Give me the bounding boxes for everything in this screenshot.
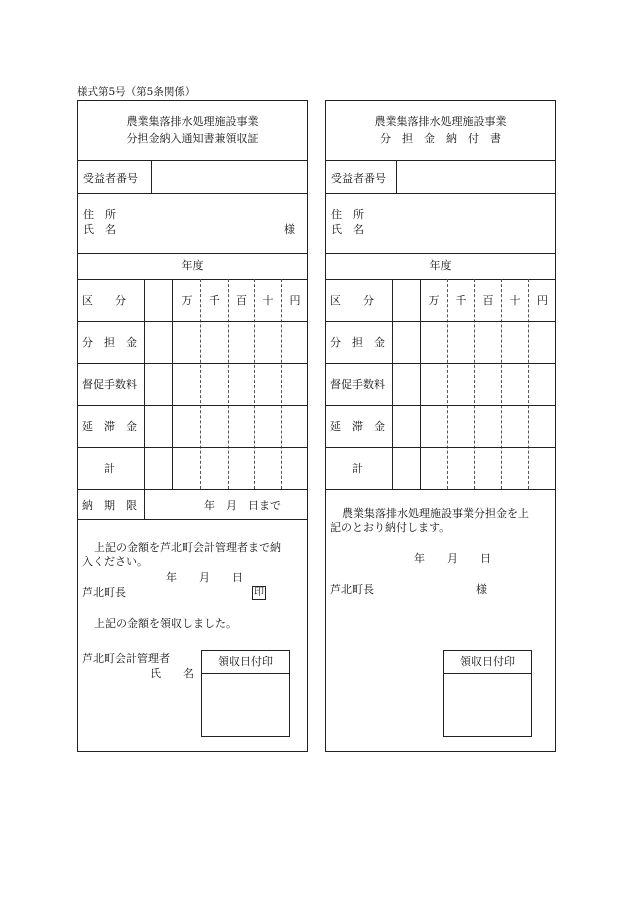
receipt-date-stamp-box — [201, 650, 290, 737]
payment-slip-form — [325, 100, 556, 752]
category-label: 区 分 — [330, 294, 374, 307]
form-title-line2: 分担金納入通知書兼領収証 — [126, 132, 259, 145]
unit-man: 万 — [428, 294, 440, 307]
recipient-number-label: 受益者番号 — [83, 172, 138, 185]
unit-juu: 十 — [509, 294, 521, 307]
unit-hyaku: 百 — [482, 294, 494, 307]
payment-date-line: 年 月 日 — [414, 552, 491, 565]
name-label: 氏 名 — [83, 223, 116, 236]
receipt-date-stamp-box — [443, 650, 532, 737]
address-label: 住 所 — [331, 208, 364, 221]
unit-hyaku: 百 — [236, 294, 247, 307]
notice-text-line2: 入ください。 — [82, 555, 148, 568]
recipient-number-field[interactable] — [152, 161, 308, 192]
received-text: 上記の金額を領収しました。 — [94, 617, 237, 630]
row-label-total: 計 — [352, 462, 363, 475]
notice-date-line: 年 月 日 — [166, 571, 243, 584]
form-title-line2: 分 担 金 納 付 書 — [380, 132, 501, 145]
recipient-number-label: 受益者番号 — [331, 172, 386, 185]
row-label-reminder-fee: 督促手数料 — [330, 378, 385, 391]
row-label-reminder-fee: 督促手数料 — [82, 378, 137, 391]
unit-juu: 十 — [262, 294, 274, 307]
category-label: 区 分 — [82, 294, 126, 307]
row-label-total: 計 — [104, 462, 115, 475]
row-label-charge: 分 担 金 — [330, 336, 385, 349]
form-reference: 様式第5号（第5条関係） — [77, 86, 196, 98]
row-label-late-fee: 延 滞 金 — [330, 420, 385, 433]
mayor-label: 芦北町長 — [330, 583, 374, 596]
recipient-number-field[interactable] — [397, 161, 556, 192]
honorific: 様 — [476, 583, 487, 596]
address-label: 住 所 — [83, 208, 116, 221]
unit-sen: 千 — [209, 294, 220, 307]
seal-mark: 印 — [254, 587, 264, 598]
row-label-charge: 分 担 金 — [82, 336, 137, 349]
honorific: 様 — [284, 223, 295, 236]
treasurer-label: 芦北町会計管理者 — [82, 652, 170, 665]
payment-text-line2: 記のとおり納付します。 — [330, 521, 451, 534]
deadline-date: 年 月 日まで — [204, 499, 281, 512]
notice-text-line1: 上記の金額を芦北町会計管理者まで納 — [94, 541, 281, 554]
mayor-label: 芦北町長 — [82, 586, 126, 599]
unit-yen: 円 — [289, 294, 301, 307]
receipt-stamp-label: 領収日付印 — [460, 655, 515, 668]
form-title-line1: 農業集落排水処理施設事業 — [374, 115, 507, 128]
payment-notice-receipt-form — [77, 100, 308, 752]
name-label: 氏 名 — [331, 223, 364, 236]
unit-man: 万 — [181, 294, 193, 307]
deadline-label: 納 期 限 — [82, 499, 137, 512]
row-label-late-fee: 延 滞 金 — [82, 420, 137, 433]
form-title-line1: 農業集落排水処理施設事業 — [126, 115, 259, 128]
unit-yen: 円 — [537, 294, 548, 307]
payment-text-line1: 農業集落排水処理施設事業分担金を上 — [342, 507, 529, 520]
treasurer-name-label: 氏 名 — [150, 667, 194, 680]
fiscal-year-label: 年度 — [181, 259, 204, 272]
receipt-stamp-label: 領収日付印 — [218, 655, 273, 668]
fiscal-year-label: 年度 — [429, 259, 452, 272]
unit-sen: 千 — [455, 294, 467, 307]
